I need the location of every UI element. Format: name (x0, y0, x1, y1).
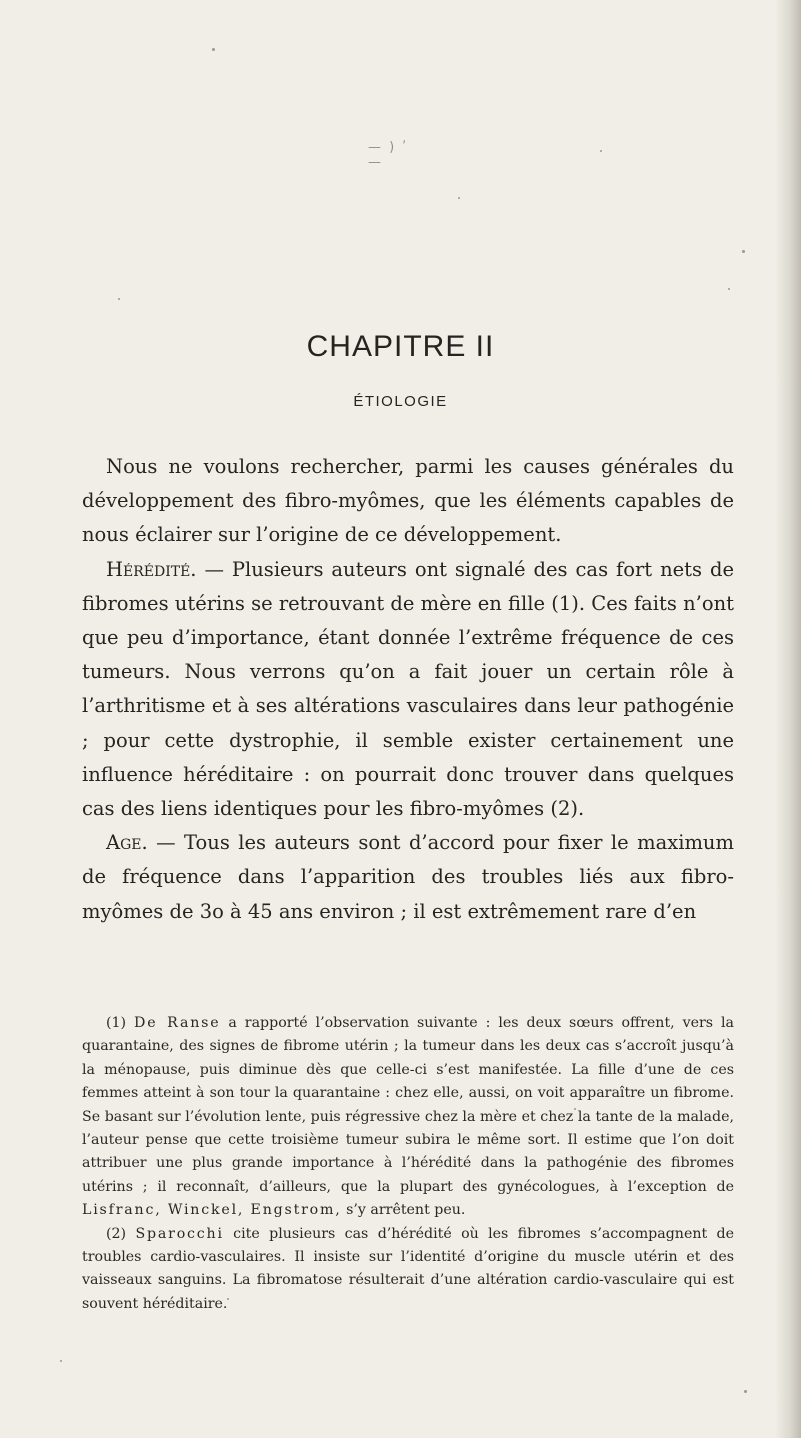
footnote-2 (82, 1223, 734, 1317)
footnote-1-text-a: a rapporté l’observation suivante : les deux sœurs offrent, vers la quarantaine, des signes de fibrome utérin ; la tumeur dans les deux cas s’accroît jusqu’à la ménopause, puis diminue dès que celle-ci s’est manifestée. La fille d’une de ces femmes atteint à son tour la quarantaine : chez elle, aussi, on voit apparaître un fibrome. Se basant sur l’évolution lente, puis régressive chez la mère et chez la tante de la malade, l’auteur pense que cette troisième tumeur subira le même sort. Il estime que l’on doit attribuer une plus grande importance à l’hérédité dans la pathogénie des fibromes utérins ; il reconnaît, d’ailleurs, que la plupart des gynécologues, à l’exception de (82, 1015, 735, 1195)
ornament-mark: — ) ʹ — (368, 140, 408, 170)
run-in-heading-age: Age. (106, 831, 148, 855)
footnotes (82, 1012, 734, 1316)
paragraph-age (82, 826, 734, 929)
footnote-1-text-b: s’y arrêtent peu. (341, 1202, 466, 1219)
run-in-heading-heredite: Hérédité. (106, 557, 197, 581)
chapter-heading: CHAPITRE II (306, 330, 495, 363)
print-speck (744, 1390, 747, 1393)
footnote-2-text: cite plusieurs cas d’hérédité où les fibromes s’accompagnent de troubles cardio-vasculaires. Il insiste sur l’identité d’origine du muscle utérin et des vaisseaux sanguins. La fibromatose résulterait d’une altération cardio-vasculaire qui est souvent héréditaire. (82, 1225, 735, 1312)
print-speck (458, 197, 460, 199)
footnote-2-number: (2) (106, 1225, 136, 1242)
footnote-1-number: (1) (106, 1015, 135, 1031)
print-speck (118, 298, 120, 300)
paragraph-heredite (82, 553, 734, 827)
page-edge-shadow (775, 0, 801, 1438)
footnote-1-author: De Ranse (134, 1015, 221, 1031)
section-heading: ÉTIOLOGIE (353, 393, 448, 410)
footnote-2-author: Sparocchi (135, 1225, 224, 1242)
print-speck (60, 1360, 62, 1362)
main-text (82, 450, 734, 929)
paragraph-heredite-text: — Plusieurs auteurs ont signalé des cas fort nets de fibromes utérins se retrouvant de mère en fille (1). Ces faits n’ont que peu d’importance, étant donnée l’extrême fréquence de ces tumeurs. Nous verrons qu’on a fait jouer un certain rôle à l’arthritisme et à ses altérations vasculaires dans leur pathogénie ; pour cette dystrophie, il semble exister certainement une influence héréditaire : on pourrait donc trouver dans quelques cas des liens identiques pour les fibro-myômes (2). (82, 557, 734, 821)
print-speck (600, 150, 602, 152)
paragraph-age-text: — Tous les auteurs sont d’accord pour fixer le maximum de fréquence dans l’apparition des troubles liés aux fibro-myômes de 3o à 45 ans environ ; il est extrêmement rare d’en (82, 831, 734, 923)
print-speck (742, 250, 745, 253)
paragraph-intro-text: Nous ne voulons rechercher, parmi les causes générales du développement des fibro-myômes, que les éléments capables de nous éclairer sur l’origine de ce développement. (82, 455, 734, 547)
footnote-1-names: Lisfranc, Winckel, Engstrom, (82, 1202, 342, 1219)
footnote-1 (82, 1012, 734, 1223)
print-speck (212, 48, 215, 51)
print-speck (728, 288, 730, 290)
paragraph-intro (82, 450, 734, 553)
